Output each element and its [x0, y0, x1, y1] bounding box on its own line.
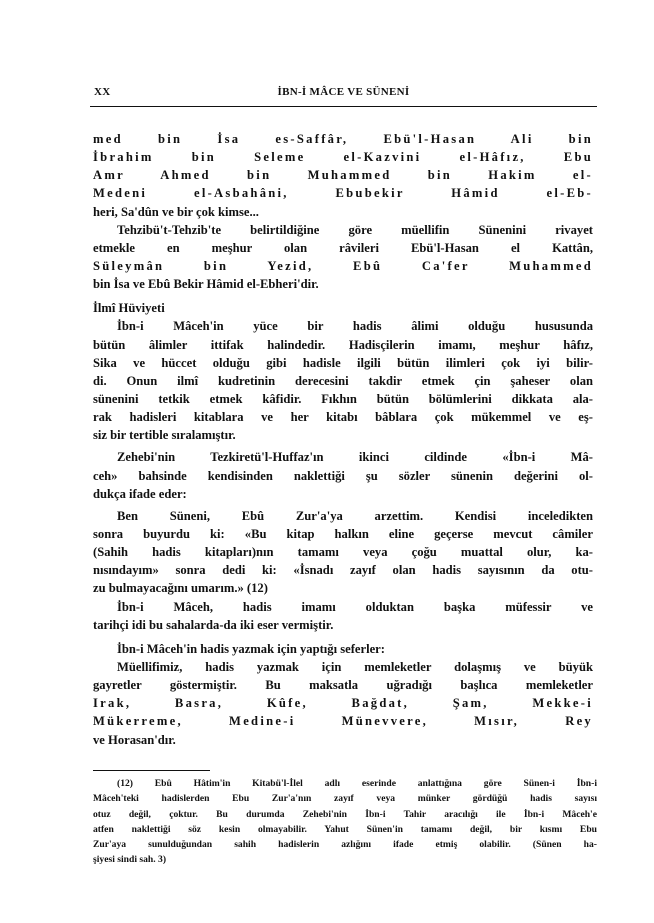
text-line: med bin İsa es-Saffâr, Ebü'l-Hasan Ali bin — [93, 132, 593, 146]
text-line: Ben Süneni, Ebû Zur'a'ya arzettim. Kendisi inceledikten — [117, 508, 593, 523]
text-line: rak hadisleri kitablara ve her kitabı bâblara çok mükemmel ve eş- — [93, 410, 593, 425]
text-line: Sika ve hüccet olduğu gibi hadisle ilgili bütün ilimleri çok iyi bilir- — [93, 355, 593, 370]
text-line: Medeni el-Asbahâni, Ebubekir Hâmid el-Eb- — [93, 186, 593, 201]
text-line: heri, Sa'dûn ve bir çok kimse... — [93, 204, 259, 219]
footnote — [93, 776, 597, 868]
footnote-line: otuz değil, çoktur. Bu durumda Zehebi'nin İbn-i Tahir aracılığı ile İbn-i Mâceh'e — [93, 808, 597, 820]
paragraph-4 — [93, 448, 593, 502]
text-line: gayretler göstermiştir. Bu maksatla uğradığı başlıca memleketler — [93, 678, 593, 693]
footnote-line: şiyesi sindi sah. 3) — [93, 854, 167, 866]
footnote-line: atfen naklettiği söz kesin olmayabilir. Yahut Sünen'in tamamı değil, bir kısmı Ebu — [93, 823, 597, 835]
header-rule — [90, 106, 597, 107]
paragraph-7 — [93, 658, 593, 749]
text-line: ve Horasan'dır. — [93, 732, 176, 747]
text-line: İbn-i Mâceh'in yüce bir hadis âlimi olduğu hususunda — [117, 319, 593, 334]
text-line: bin İsa ve Ebû Bekir Hâmid el-Ebheri'dir. — [93, 277, 319, 292]
text-line: sünenini tetkik etmek kâfidir. Fıkhın bütün bölümlerini dikkata ala- — [93, 391, 593, 406]
text-line: sonra buyurdu ki: «Bu kitap halkın eline geçerse mevcut câmiler — [93, 526, 593, 541]
text-line: Müellifimiz, hadis yazmak için memleketler dolaşmış ve büyük — [117, 659, 593, 674]
text-line: Mükerreme, Medine-i Münevvere, Mısır, Rey — [93, 714, 593, 729]
running-title: İBN-İ MÂCE VE SÜNENİ — [277, 86, 410, 98]
text-line: Irak, Basra, Kûfe, Bağdat, Şam, Mekke-i — [93, 696, 593, 711]
text-line: bütün âlimler ittifak halindedir. Hadisçilerin imamı, meşhur hâfız, — [93, 337, 593, 352]
text-line: nısındayım» sonra dedi ki: «İsnadı zayıf olan hadis sayısının da otu- — [93, 563, 593, 578]
text-line: di. Onun ilmî kudretinin derecesini takdir etmek çin şaheser olan — [93, 373, 593, 388]
text-line: Tehzibü't-Tehzib'te belirtildiğine göre müellifin Sünenini rivayet — [117, 222, 593, 237]
text-line: Zehebi'nin Tezkiretü'l-Huffaz'ın ikinci cildinde «İbn-i Mâ- — [117, 450, 593, 465]
paragraph-2 — [93, 221, 593, 294]
text-line: ceh» bahsinde kendisinden naklettiği şu sözler sünenin değerini ol- — [93, 468, 593, 483]
text-line: İbn-i Mâceh, hadis imamı olduktan başka müfessir ve — [117, 599, 593, 614]
text-line: etmekle en meşhur olan râvileri Ebü'l-Hasan el Kattân, — [93, 240, 593, 255]
text-line: dukça ifade eder: — [93, 486, 187, 501]
text-line: İbrahim bin Seleme el-Kazvini el-Hâfız, Ebu — [93, 150, 593, 165]
section-heading: İlmî Hüviyeti — [93, 301, 165, 316]
page-header — [90, 82, 597, 102]
paragraph-3 — [93, 317, 593, 444]
text-line: Süleymân bin Yezid, Ebû Ca'fer Muhammed — [93, 258, 593, 273]
paragraph-1 — [93, 130, 593, 221]
body-text — [93, 130, 593, 749]
text-line: Amr Ahmed bin Muhammed bin Hakim el- — [93, 168, 593, 183]
text-line: (Sahih hadis kitapları)nın tamamı veya çoğu muattal olur, ka- — [93, 545, 593, 560]
text-line: tarihçi idi bu sahalarda-da iki eser vermiştir. — [93, 617, 334, 632]
paragraph-6 — [93, 598, 593, 634]
text-line: zu bulmayacağını umarım.» (12) — [93, 581, 268, 596]
paragraph-5 — [93, 507, 593, 598]
section-heading: İbn-i Mâceh'in hadis yazmak için yaptığı seferler: — [117, 641, 385, 656]
page-number: XX — [94, 86, 111, 98]
footnote-rule — [93, 770, 210, 771]
footnote-line: Zur'aya sunulduğundan sahih hadislerin azlığını ifade etmiş olabilir. (Sünen ha- — [93, 839, 597, 851]
text-line: siz bir tertible sıralamıştır. — [93, 428, 236, 443]
footnote-line: Mâceh'teki hadislerden Ebu Zur'a'nın zayıf veya münker gördüğü hadis sayısı — [93, 793, 597, 805]
footnote-line: (12) Ebû Hâtim'in Kitabü'l-İlel adlı eserinde anlattığına göre Sünen-i İbn-i — [117, 778, 597, 789]
